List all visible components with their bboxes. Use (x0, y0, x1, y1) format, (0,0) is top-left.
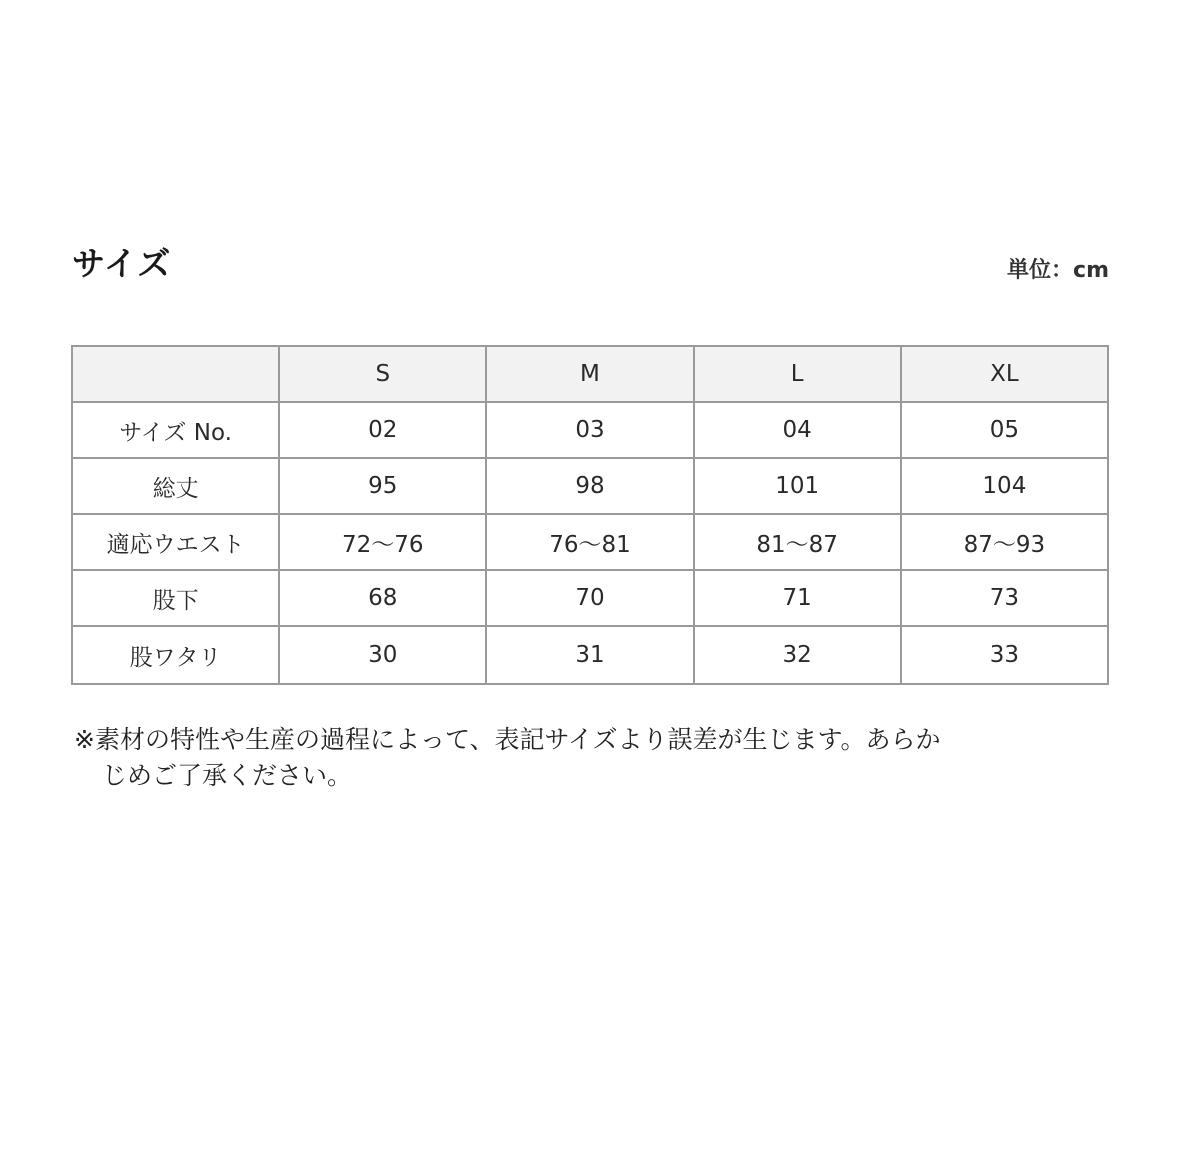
row-label: サイズ No. (72, 402, 279, 458)
table-cell: 73 (901, 570, 1108, 626)
row-label: 股下 (72, 570, 279, 626)
note-line-1: ※素材の特性や生産の過程によって、表記サイズより誤差が生じます。あらか (74, 725, 941, 754)
table-cell: 95 (279, 458, 486, 514)
note-line-2: じめご了承ください。 (102, 761, 353, 790)
table-cell: 81～87 (694, 514, 901, 570)
table-header-cell (72, 346, 279, 402)
row-label: 適応ウエスト (72, 514, 279, 570)
table-cell: 87～93 (901, 514, 1108, 570)
table-row (72, 570, 1108, 626)
row-label: 股ワタリ (72, 626, 279, 684)
table-cell: 04 (694, 402, 901, 458)
size-table (71, 345, 1109, 685)
table-cell: 72～76 (279, 514, 486, 570)
table-cell: 33 (901, 626, 1108, 684)
size-note (74, 722, 1114, 794)
table-cell: 104 (901, 458, 1108, 514)
table-header-cell: XL (901, 346, 1108, 402)
table-row (72, 402, 1108, 458)
table-row (72, 458, 1108, 514)
table-cell: 30 (279, 626, 486, 684)
table-cell: 70 (486, 570, 693, 626)
page-title: サイズ (72, 244, 172, 283)
table-header-cell: L (694, 346, 901, 402)
row-label: 総丈 (72, 458, 279, 514)
table-header-cell: M (486, 346, 693, 402)
table-cell: 76～81 (486, 514, 693, 570)
table-cell: 68 (279, 570, 486, 626)
table-cell: 101 (694, 458, 901, 514)
table-cell: 05 (901, 402, 1108, 458)
table-cell: 31 (486, 626, 693, 684)
table-cell: 03 (486, 402, 693, 458)
table-header-cell: S (279, 346, 486, 402)
table-cell: 98 (486, 458, 693, 514)
table-row (72, 626, 1108, 684)
table-header-row (72, 346, 1108, 402)
table-cell: 32 (694, 626, 901, 684)
unit-label: 単位：cm (1007, 258, 1109, 283)
table-cell: 02 (279, 402, 486, 458)
table-row (72, 514, 1108, 570)
table-cell: 71 (694, 570, 901, 626)
